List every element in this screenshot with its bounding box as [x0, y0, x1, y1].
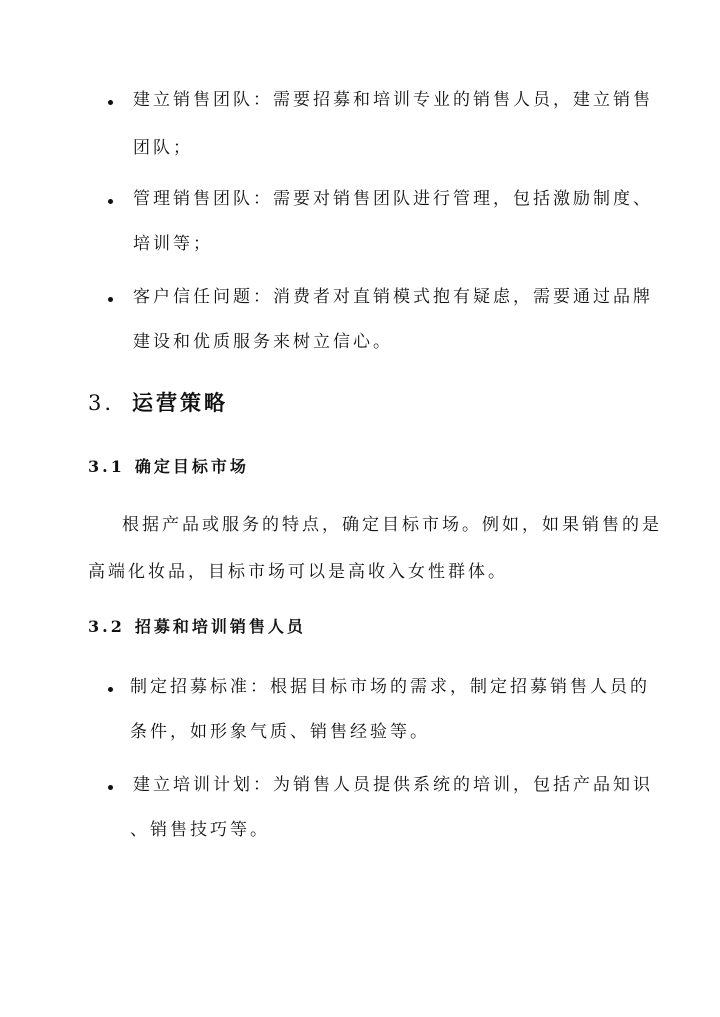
- section-title: 运营策略: [132, 390, 229, 415]
- list-item-text-line2: 培训等；: [133, 234, 213, 254]
- bullet-icon: [108, 297, 113, 302]
- list-item-text-line1: 客户信任问题：消费者对直销模式抱有疑虑，需要通过品牌: [133, 287, 653, 307]
- bullet-icon: [108, 199, 113, 204]
- subsection-title: 招募和培训销售人员: [134, 617, 306, 636]
- list-item-text-line2: 建设和优质服务来树立信心。: [133, 332, 393, 352]
- subsection-number: 3.2: [88, 617, 125, 636]
- list-item-text-line1: 建立培训计划：为销售人员提供系统的培训，包括产品知识: [133, 775, 653, 795]
- section-number: 3.: [88, 391, 115, 415]
- paragraph-line1: 根据产品或服务的特点，确定目标市场。例如，如果销售的是: [122, 515, 662, 535]
- bullet-icon: [108, 785, 113, 790]
- subsection-title: 确定目标市场: [134, 457, 249, 476]
- list-item-text-line1: 管理销售团队：需要对销售团队进行管理，包括激励制度、: [133, 189, 653, 209]
- list-item-text-line2: 团队；: [133, 138, 193, 158]
- bullet-icon: [108, 100, 113, 105]
- subsection-heading: [88, 617, 306, 637]
- list-item-text-line1: 建立销售团队：需要招募和培训专业的销售人员，建立销售: [133, 90, 653, 110]
- list-item-text-line2: 条件，如形象气质、销售经验等。: [130, 722, 430, 742]
- list-item-text-line2: 、销售技巧等。: [130, 820, 270, 840]
- list-item-text-line1: 制定招募标准：根据目标市场的需求，制定招募销售人员的: [130, 677, 650, 697]
- bullet-icon: [108, 687, 113, 692]
- paragraph-line2: 高端化妆品，目标市场可以是高收入女性群体。: [88, 562, 508, 582]
- subsection-number: 3.1: [88, 457, 125, 476]
- section-heading: [88, 391, 228, 415]
- subsection-heading: [88, 457, 249, 477]
